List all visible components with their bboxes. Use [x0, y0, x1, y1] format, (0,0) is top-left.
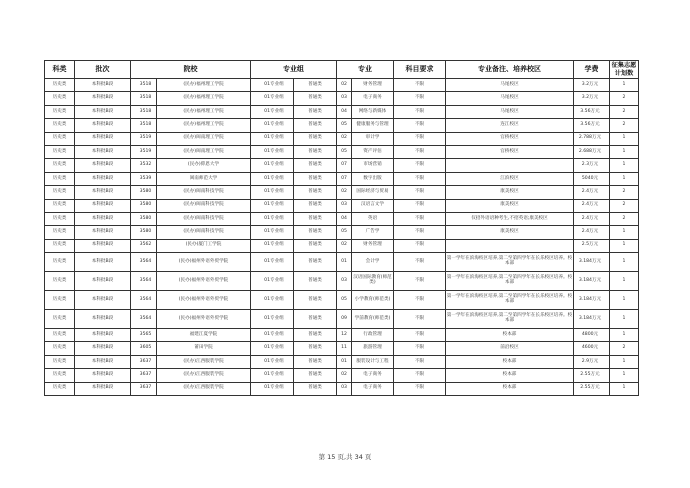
cell-mcode: 04 — [337, 105, 352, 118]
header-req: 科目要求 — [394, 61, 446, 79]
cell-pc: 本科批B段 — [75, 239, 131, 252]
cell-plan: 2 — [610, 199, 639, 212]
cell-gtype: 普通类 — [294, 310, 337, 329]
cell-note: 校本部 — [446, 369, 574, 382]
cell-group: 01专业组 — [251, 382, 294, 395]
cell-note: 第一学年在滨海校区培养,第二至第四学年在长乐校区培养。校本部 — [446, 291, 574, 310]
cell-pc: 本科批B段 — [75, 119, 131, 132]
cell-plan: 1 — [610, 355, 639, 368]
cell-mcode: 03 — [337, 199, 352, 212]
cell-kl: 历史类 — [45, 186, 75, 199]
cell-code: 3637 — [131, 355, 157, 368]
cell-kl: 历史类 — [45, 172, 75, 185]
header-group: 专业组 — [251, 61, 337, 79]
cell-fee: 3.2万元 — [574, 79, 610, 92]
cell-fee: 2.5万元 — [574, 239, 610, 252]
table-row — [45, 226, 639, 239]
cell-plan: 1 — [610, 382, 639, 395]
table-row — [45, 272, 639, 291]
cell-note — [446, 239, 574, 252]
cell-fee: 3.56万元 — [574, 119, 610, 132]
cell-note: 康美校区 — [446, 186, 574, 199]
cell-group: 01专业组 — [251, 291, 294, 310]
cell-school: (民办)仰恩大学 — [157, 159, 251, 172]
cell-school: (民办)厦门工学院 — [157, 239, 251, 252]
cell-kl: 历史类 — [45, 119, 75, 132]
cell-gtype: 普通类 — [294, 272, 337, 291]
table-row — [45, 369, 639, 382]
cell-pc: 本科批B段 — [75, 212, 131, 225]
cell-plan: 1 — [610, 79, 639, 92]
cell-plan: 1 — [610, 239, 639, 252]
cell-req: 不限 — [394, 132, 446, 145]
cell-gtype: 普通类 — [294, 119, 337, 132]
cell-code: 3539 — [131, 172, 157, 185]
cell-fee: 4800元 — [574, 329, 610, 342]
cell-mcode: 02 — [337, 369, 352, 382]
cell-code: 3580 — [131, 199, 157, 212]
cell-plan: 1 — [610, 159, 639, 172]
cell-major: 行政管理 — [352, 329, 394, 342]
cell-pc: 本科批B段 — [75, 342, 131, 355]
cell-mcode: 05 — [337, 119, 352, 132]
cell-pc: 本科批B段 — [75, 382, 131, 395]
cell-fee: 2.3万元 — [574, 159, 610, 172]
cell-code: 3564 — [131, 272, 157, 291]
table-row — [45, 105, 639, 118]
cell-gtype: 普通类 — [294, 92, 337, 105]
cell-req: 不限 — [394, 212, 446, 225]
cell-fee: 2.4万元 — [574, 186, 610, 199]
table-header-row — [45, 61, 639, 79]
cell-group: 01专业组 — [251, 92, 294, 105]
cell-req: 不限 — [394, 382, 446, 395]
table-row — [45, 119, 639, 132]
cell-major: 电子商务 — [352, 92, 394, 105]
cell-school: (民办)闽南科技学院 — [157, 212, 251, 225]
cell-gtype: 普通类 — [294, 226, 337, 239]
cell-note: 第一学年在滨海校区培养,第二至第四学年在长乐校区培养。校本部 — [446, 272, 574, 291]
cell-kl: 历史类 — [45, 239, 75, 252]
cell-code: 3564 — [131, 291, 157, 310]
cell-major: 财务管理 — [352, 79, 394, 92]
cell-req: 不限 — [394, 253, 446, 272]
table-row — [45, 355, 639, 368]
cell-kl: 历史类 — [45, 382, 75, 395]
cell-fee: 2.788万元 — [574, 132, 610, 145]
cell-school: (民办)福州理工学院 — [157, 92, 251, 105]
cell-fee: 2.4万元 — [574, 199, 610, 212]
cell-group: 01专业组 — [251, 253, 294, 272]
cell-plan: 2 — [610, 186, 639, 199]
cell-note: 第一学年在滨海校区培养,第二至第四学年在长乐校区培养。校本部 — [446, 310, 574, 329]
cell-pc: 本科批B段 — [75, 355, 131, 368]
cell-code: 3518 — [131, 105, 157, 118]
cell-kl: 历史类 — [45, 369, 75, 382]
cell-major: 汉语国际教育(师范类) — [352, 272, 394, 291]
cell-pc: 本科批B段 — [75, 291, 131, 310]
cell-req: 不限 — [394, 239, 446, 252]
cell-fee: 2.4万元 — [574, 226, 610, 239]
cell-mcode: 02 — [337, 79, 352, 92]
cell-plan: 1 — [610, 369, 639, 382]
cell-group: 01专业组 — [251, 105, 294, 118]
cell-group: 01专业组 — [251, 186, 294, 199]
cell-code: 3605 — [131, 342, 157, 355]
cell-group: 01专业组 — [251, 226, 294, 239]
cell-pc: 本科批B段 — [75, 186, 131, 199]
cell-code: 3580 — [131, 186, 157, 199]
cell-kl: 历史类 — [45, 145, 75, 158]
table-row — [45, 253, 639, 272]
table-row — [45, 212, 639, 225]
cell-pc: 本科批B段 — [75, 226, 131, 239]
cell-group: 01专业组 — [251, 369, 294, 382]
cell-fee: 2.688万元 — [574, 145, 610, 158]
cell-major: 数字出版 — [352, 172, 394, 185]
cell-code: 3580 — [131, 212, 157, 225]
cell-group: 01专业组 — [251, 119, 294, 132]
cell-code: 3564 — [131, 310, 157, 329]
cell-major: 资产评估 — [352, 145, 394, 158]
cell-req: 不限 — [394, 355, 446, 368]
cell-pc: 本科批B段 — [75, 105, 131, 118]
cell-group: 01专业组 — [251, 272, 294, 291]
cell-req: 不限 — [394, 329, 446, 342]
cell-major: 电子商务 — [352, 369, 394, 382]
cell-major: 财务管理 — [352, 239, 394, 252]
cell-code: 3518 — [131, 79, 157, 92]
cell-code: 3564 — [131, 253, 157, 272]
table-row — [45, 382, 639, 395]
cell-mcode: 03 — [337, 272, 352, 291]
cell-gtype: 普通类 — [294, 253, 337, 272]
cell-major: 会计学 — [352, 253, 394, 272]
cell-req: 不限 — [394, 79, 446, 92]
cell-req: 不限 — [394, 199, 446, 212]
cell-code: 3532 — [131, 159, 157, 172]
cell-school: (民办)福州理工学院 — [157, 119, 251, 132]
cell-mcode: 11 — [337, 342, 352, 355]
cell-note: 官桥校区 — [446, 145, 574, 158]
cell-school: 闽南师范大学 — [157, 172, 251, 185]
cell-fee: 2.9万元 — [574, 355, 610, 368]
cell-fee: 2.55万元 — [574, 382, 610, 395]
table-row — [45, 199, 639, 212]
cell-school: (民办)闽南科技学院 — [157, 199, 251, 212]
cell-pc: 本科批B段 — [75, 172, 131, 185]
cell-note: 第一学年在滨海校区培养,第二至第四学年在长乐校区培养。校本部 — [446, 253, 574, 272]
cell-major: 英语 — [352, 212, 394, 225]
cell-plan: 1 — [610, 132, 639, 145]
cell-gtype: 普通类 — [294, 291, 337, 310]
cell-school: (民办)闽南理工学院 — [157, 132, 251, 145]
cell-gtype: 普通类 — [294, 186, 337, 199]
cell-pc: 本科批B段 — [75, 310, 131, 329]
cell-code: 3637 — [131, 369, 157, 382]
cell-mcode: 07 — [337, 159, 352, 172]
cell-fee: 2.4万元 — [574, 212, 610, 225]
cell-school: (民办)福州外语外贸学院 — [157, 291, 251, 310]
cell-kl: 历史类 — [45, 92, 75, 105]
cell-plan: 1 — [610, 329, 639, 342]
cell-req: 不限 — [394, 272, 446, 291]
cell-gtype: 普通类 — [294, 132, 337, 145]
cell-gtype: 普通类 — [294, 79, 337, 92]
cell-kl: 历史类 — [45, 199, 75, 212]
cell-fee: 3.56万元 — [574, 105, 610, 118]
cell-gtype: 普通类 — [294, 199, 337, 212]
cell-fee: 5040元 — [574, 172, 610, 185]
cell-mcode: 02 — [337, 132, 352, 145]
cell-major: 服装设计与工程 — [352, 355, 394, 368]
cell-gtype: 普通类 — [294, 342, 337, 355]
cell-kl: 历史类 — [45, 212, 75, 225]
cell-plan: 1 — [610, 145, 639, 158]
cell-fee: 3.184万元 — [574, 310, 610, 329]
cell-school: (民办)江西服装学院 — [157, 382, 251, 395]
table-row — [45, 79, 639, 92]
cell-fee: 4600元 — [574, 342, 610, 355]
header-fee: 学费 — [574, 61, 610, 79]
cell-group: 01专业组 — [251, 355, 294, 368]
cell-note: 马尾校区 — [446, 105, 574, 118]
cell-school: (民办)江西服装学院 — [157, 355, 251, 368]
cell-major: 小学教育(师范类) — [352, 291, 394, 310]
cell-kl: 历史类 — [45, 272, 75, 291]
cell-kl: 历史类 — [45, 342, 75, 355]
cell-note: 前沿校区 — [446, 342, 574, 355]
cell-mcode: 03 — [337, 92, 352, 105]
table-row — [45, 291, 639, 310]
cell-req: 不限 — [394, 145, 446, 158]
cell-req: 不限 — [394, 369, 446, 382]
cell-major: 广告学 — [352, 226, 394, 239]
cell-plan: 1 — [610, 310, 639, 329]
cell-gtype: 普通类 — [294, 145, 337, 158]
cell-school: (民办)福州外语外贸学院 — [157, 272, 251, 291]
header-pc: 批次 — [75, 61, 131, 79]
cell-mcode: 05 — [337, 226, 352, 239]
cell-major: 市场营销 — [352, 159, 394, 172]
cell-school: (民办)江西服装学院 — [157, 369, 251, 382]
header-school: 院校 — [131, 61, 251, 79]
cell-plan: 2 — [610, 105, 639, 118]
cell-mcode: 02 — [337, 239, 352, 252]
cell-kl: 历史类 — [45, 253, 75, 272]
cell-code: 3518 — [131, 119, 157, 132]
table-row — [45, 132, 639, 145]
cell-school: (民办)闽南科技学院 — [157, 186, 251, 199]
cell-school: (民办)福州外语外贸学院 — [157, 310, 251, 329]
cell-note: 马尾校区 — [446, 92, 574, 105]
cell-plan: 1 — [610, 291, 639, 310]
cell-school: (民办)福州理工学院 — [157, 79, 251, 92]
cell-note: 校本部 — [446, 355, 574, 368]
cell-plan: 1 — [610, 272, 639, 291]
cell-school: 福建江夏学院 — [157, 329, 251, 342]
cell-mcode: 05 — [337, 145, 352, 158]
cell-kl: 历史类 — [45, 226, 75, 239]
cell-note: 江滨校区 — [446, 172, 574, 185]
cell-major: 国际经济与贸易 — [352, 186, 394, 199]
cell-plan: 1 — [610, 253, 639, 272]
cell-req: 不限 — [394, 342, 446, 355]
table-row — [45, 172, 639, 185]
cell-pc: 本科批B段 — [75, 253, 131, 272]
cell-pc: 本科批B段 — [75, 272, 131, 291]
cell-major: 健康服务与管理 — [352, 119, 394, 132]
cell-mcode: 12 — [337, 329, 352, 342]
cell-note: 连江校区 — [446, 119, 574, 132]
cell-kl: 历史类 — [45, 159, 75, 172]
cell-school: (民办)福州外语外贸学院 — [157, 253, 251, 272]
cell-pc: 本科批B段 — [75, 132, 131, 145]
cell-pc: 本科批B段 — [75, 369, 131, 382]
cell-group: 01专业组 — [251, 212, 294, 225]
cell-gtype: 普通类 — [294, 369, 337, 382]
header-major: 专业 — [337, 61, 394, 79]
cell-gtype: 普通类 — [294, 212, 337, 225]
cell-pc: 本科批B段 — [75, 92, 131, 105]
cell-req: 不限 — [394, 159, 446, 172]
cell-kl: 历史类 — [45, 355, 75, 368]
cell-req: 不限 — [394, 92, 446, 105]
cell-pc: 本科批B段 — [75, 79, 131, 92]
table-row — [45, 239, 639, 252]
table-row — [45, 145, 639, 158]
cell-fee: 2.55万元 — [574, 369, 610, 382]
cell-kl: 历史类 — [45, 105, 75, 118]
cell-pc: 本科批B段 — [75, 329, 131, 342]
cell-fee: 3.184万元 — [574, 253, 610, 272]
table-row — [45, 342, 639, 355]
cell-code: 3580 — [131, 226, 157, 239]
cell-school: (民办)福州理工学院 — [157, 105, 251, 118]
cell-note — [446, 159, 574, 172]
cell-mcode: 01 — [337, 355, 352, 368]
cell-major: 网络与新媒体 — [352, 105, 394, 118]
cell-req: 不限 — [394, 310, 446, 329]
cell-req: 不限 — [394, 291, 446, 310]
cell-gtype: 普通类 — [294, 172, 337, 185]
table-row — [45, 92, 639, 105]
cell-kl: 历史类 — [45, 132, 75, 145]
cell-group: 01专业组 — [251, 310, 294, 329]
cell-pc: 本科批B段 — [75, 159, 131, 172]
header-kl: 科类 — [45, 61, 75, 79]
cell-fee: 3.2万元 — [574, 92, 610, 105]
cell-req: 不限 — [394, 119, 446, 132]
cell-group: 01专业组 — [251, 159, 294, 172]
cell-major: 电子商务 — [352, 382, 394, 395]
cell-kl: 历史类 — [45, 291, 75, 310]
cell-group: 01专业组 — [251, 79, 294, 92]
cell-mcode: 01 — [337, 253, 352, 272]
cell-major: 汉语言文学 — [352, 199, 394, 212]
page-number: 第 15 页,共 34 页 — [318, 453, 372, 461]
cell-mcode: 04 — [337, 212, 352, 225]
cell-code: 3562 — [131, 239, 157, 252]
cell-mcode: 09 — [337, 310, 352, 329]
cell-plan: 1 — [610, 226, 639, 239]
cell-plan: 2 — [610, 119, 639, 132]
cell-school: (民办)闽南科技学院 — [157, 226, 251, 239]
cell-note: 校本部 — [446, 329, 574, 342]
cell-note: 校本部 — [446, 382, 574, 395]
cell-req: 不限 — [394, 172, 446, 185]
cell-note: 马尾校区 — [446, 79, 574, 92]
cell-req: 不限 — [394, 226, 446, 239]
cell-major: 审计学 — [352, 132, 394, 145]
cell-req: 不限 — [394, 186, 446, 199]
cell-school: 莆田学院 — [157, 342, 251, 355]
cell-code: 3637 — [131, 382, 157, 395]
cell-group: 01专业组 — [251, 132, 294, 145]
cell-plan: 2 — [610, 342, 639, 355]
cell-pc: 本科批B段 — [75, 199, 131, 212]
cell-fee: 3.184万元 — [574, 272, 610, 291]
cell-gtype: 普通类 — [294, 159, 337, 172]
cell-plan: 2 — [610, 92, 639, 105]
header-plan: 征集志愿计划数 — [610, 61, 639, 79]
cell-code: 3519 — [131, 132, 157, 145]
table-row — [45, 329, 639, 342]
cell-plan: 1 — [610, 172, 639, 185]
cell-note: 仅招外语语种考生,不招英语;康美校区 — [446, 212, 574, 225]
admissions-table — [44, 60, 639, 396]
cell-group: 01专业组 — [251, 199, 294, 212]
cell-group: 01专业组 — [251, 239, 294, 252]
cell-group: 01专业组 — [251, 145, 294, 158]
cell-note: 官桥校区 — [446, 132, 574, 145]
cell-kl: 历史类 — [45, 79, 75, 92]
cell-major: 旅游管理 — [352, 342, 394, 355]
cell-req: 不限 — [394, 105, 446, 118]
table-row — [45, 186, 639, 199]
cell-mcode: 03 — [337, 382, 352, 395]
cell-mcode: 02 — [337, 186, 352, 199]
cell-note: 康美校区 — [446, 199, 574, 212]
cell-fee: 3.184万元 — [574, 291, 610, 310]
cell-group: 01专业组 — [251, 329, 294, 342]
cell-gtype: 普通类 — [294, 329, 337, 342]
cell-mcode: 07 — [337, 172, 352, 185]
cell-gtype: 普通类 — [294, 355, 337, 368]
cell-group: 01专业组 — [251, 342, 294, 355]
cell-kl: 历史类 — [45, 310, 75, 329]
cell-kl: 历史类 — [45, 329, 75, 342]
cell-plan: 2 — [610, 212, 639, 225]
table-row — [45, 310, 639, 329]
cell-gtype: 普通类 — [294, 239, 337, 252]
cell-code: 3565 — [131, 329, 157, 342]
cell-code: 3518 — [131, 92, 157, 105]
cell-pc: 本科批B段 — [75, 145, 131, 158]
cell-gtype: 普通类 — [294, 382, 337, 395]
cell-note: 康美校区 — [446, 226, 574, 239]
header-note: 专业备注、培养校区 — [446, 61, 574, 79]
cell-group: 01专业组 — [251, 172, 294, 185]
table-row — [45, 159, 639, 172]
cell-school: (民办)闽南理工学院 — [157, 145, 251, 158]
cell-gtype: 普通类 — [294, 105, 337, 118]
cell-mcode: 05 — [337, 291, 352, 310]
cell-major: 学前教育(师范类) — [352, 310, 394, 329]
cell-code: 3519 — [131, 145, 157, 158]
